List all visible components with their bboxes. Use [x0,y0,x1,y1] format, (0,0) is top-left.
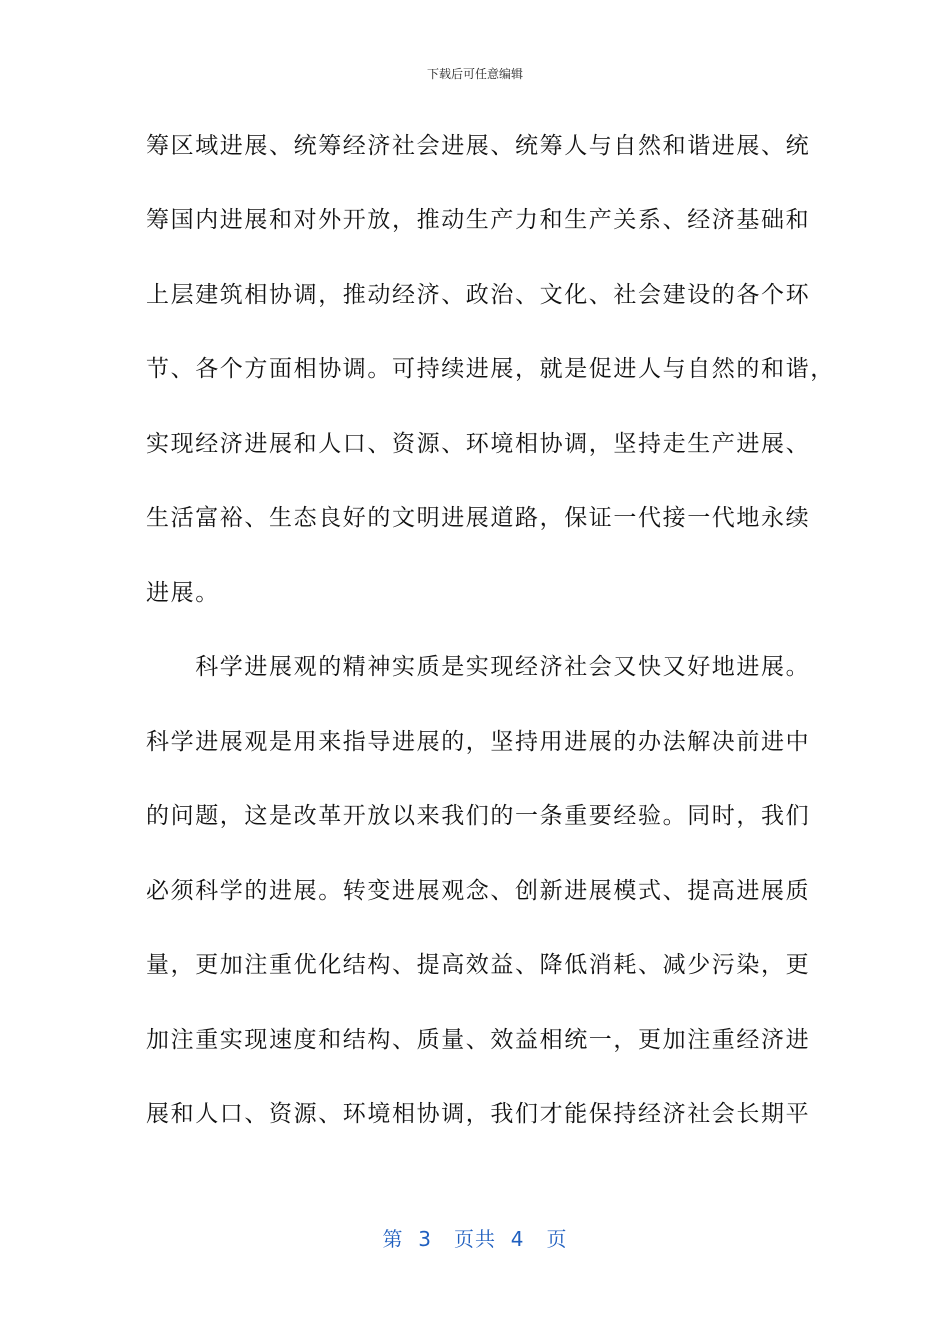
text-line: 进展。 [146,580,220,606]
text-line: 量，更加注重优化结构、提高效益、降低消耗、减少污染，更 [146,952,811,978]
page-header: 下载后可任意编辑 [426,67,523,81]
text-line: 生活富裕、生态良好的文明进展道路，保证一代接一代地永续 [146,505,811,531]
text-line: 节、各个方面相协调。可持续进展，就是促进人与自然的和谐， [146,356,835,382]
footer-prefix: 第 [382,1227,404,1251]
text-line: 筹国内进展和对外开放，推动生产力和生产关系、经济基础和 [146,207,811,233]
text-line: 科学进展观是用来指导进展的，坚持用进展的办法解决前进中 [146,729,811,755]
text-line: 科学进展观的精神实质是实现经济社会又快又好地进展。 [146,654,811,680]
footer-suffix: 页 [546,1227,568,1251]
total-pages-number: 4 [510,1227,525,1251]
text-line: 上层建筑相协调，推动经济、政治、文化、社会建设的各个环 [146,282,811,308]
text-line: 的问题，这是改革开放以来我们的一条重要经验。同时，我们 [146,803,811,829]
current-page-number: 3 [418,1227,432,1251]
text-line: 筹区域进展、统筹经济社会进展、统筹人与自然和谐进展、统 [146,133,811,159]
text-line: 加注重实现速度和结构、质量、效益相统一，更加注重经济进 [146,1027,811,1053]
text-line: 实现经济进展和人口、资源、环境相协调，坚持走生产进展、 [146,431,811,457]
footer-middle: 页共 [454,1227,496,1251]
text-line: 必须科学的进展。转变进展观念、创新进展模式、提高进展质 [146,878,811,904]
text-line: 展和人口、资源、环境相协调，我们才能保持经济社会长期平 [146,1101,811,1127]
page-footer [0,1226,950,1252]
